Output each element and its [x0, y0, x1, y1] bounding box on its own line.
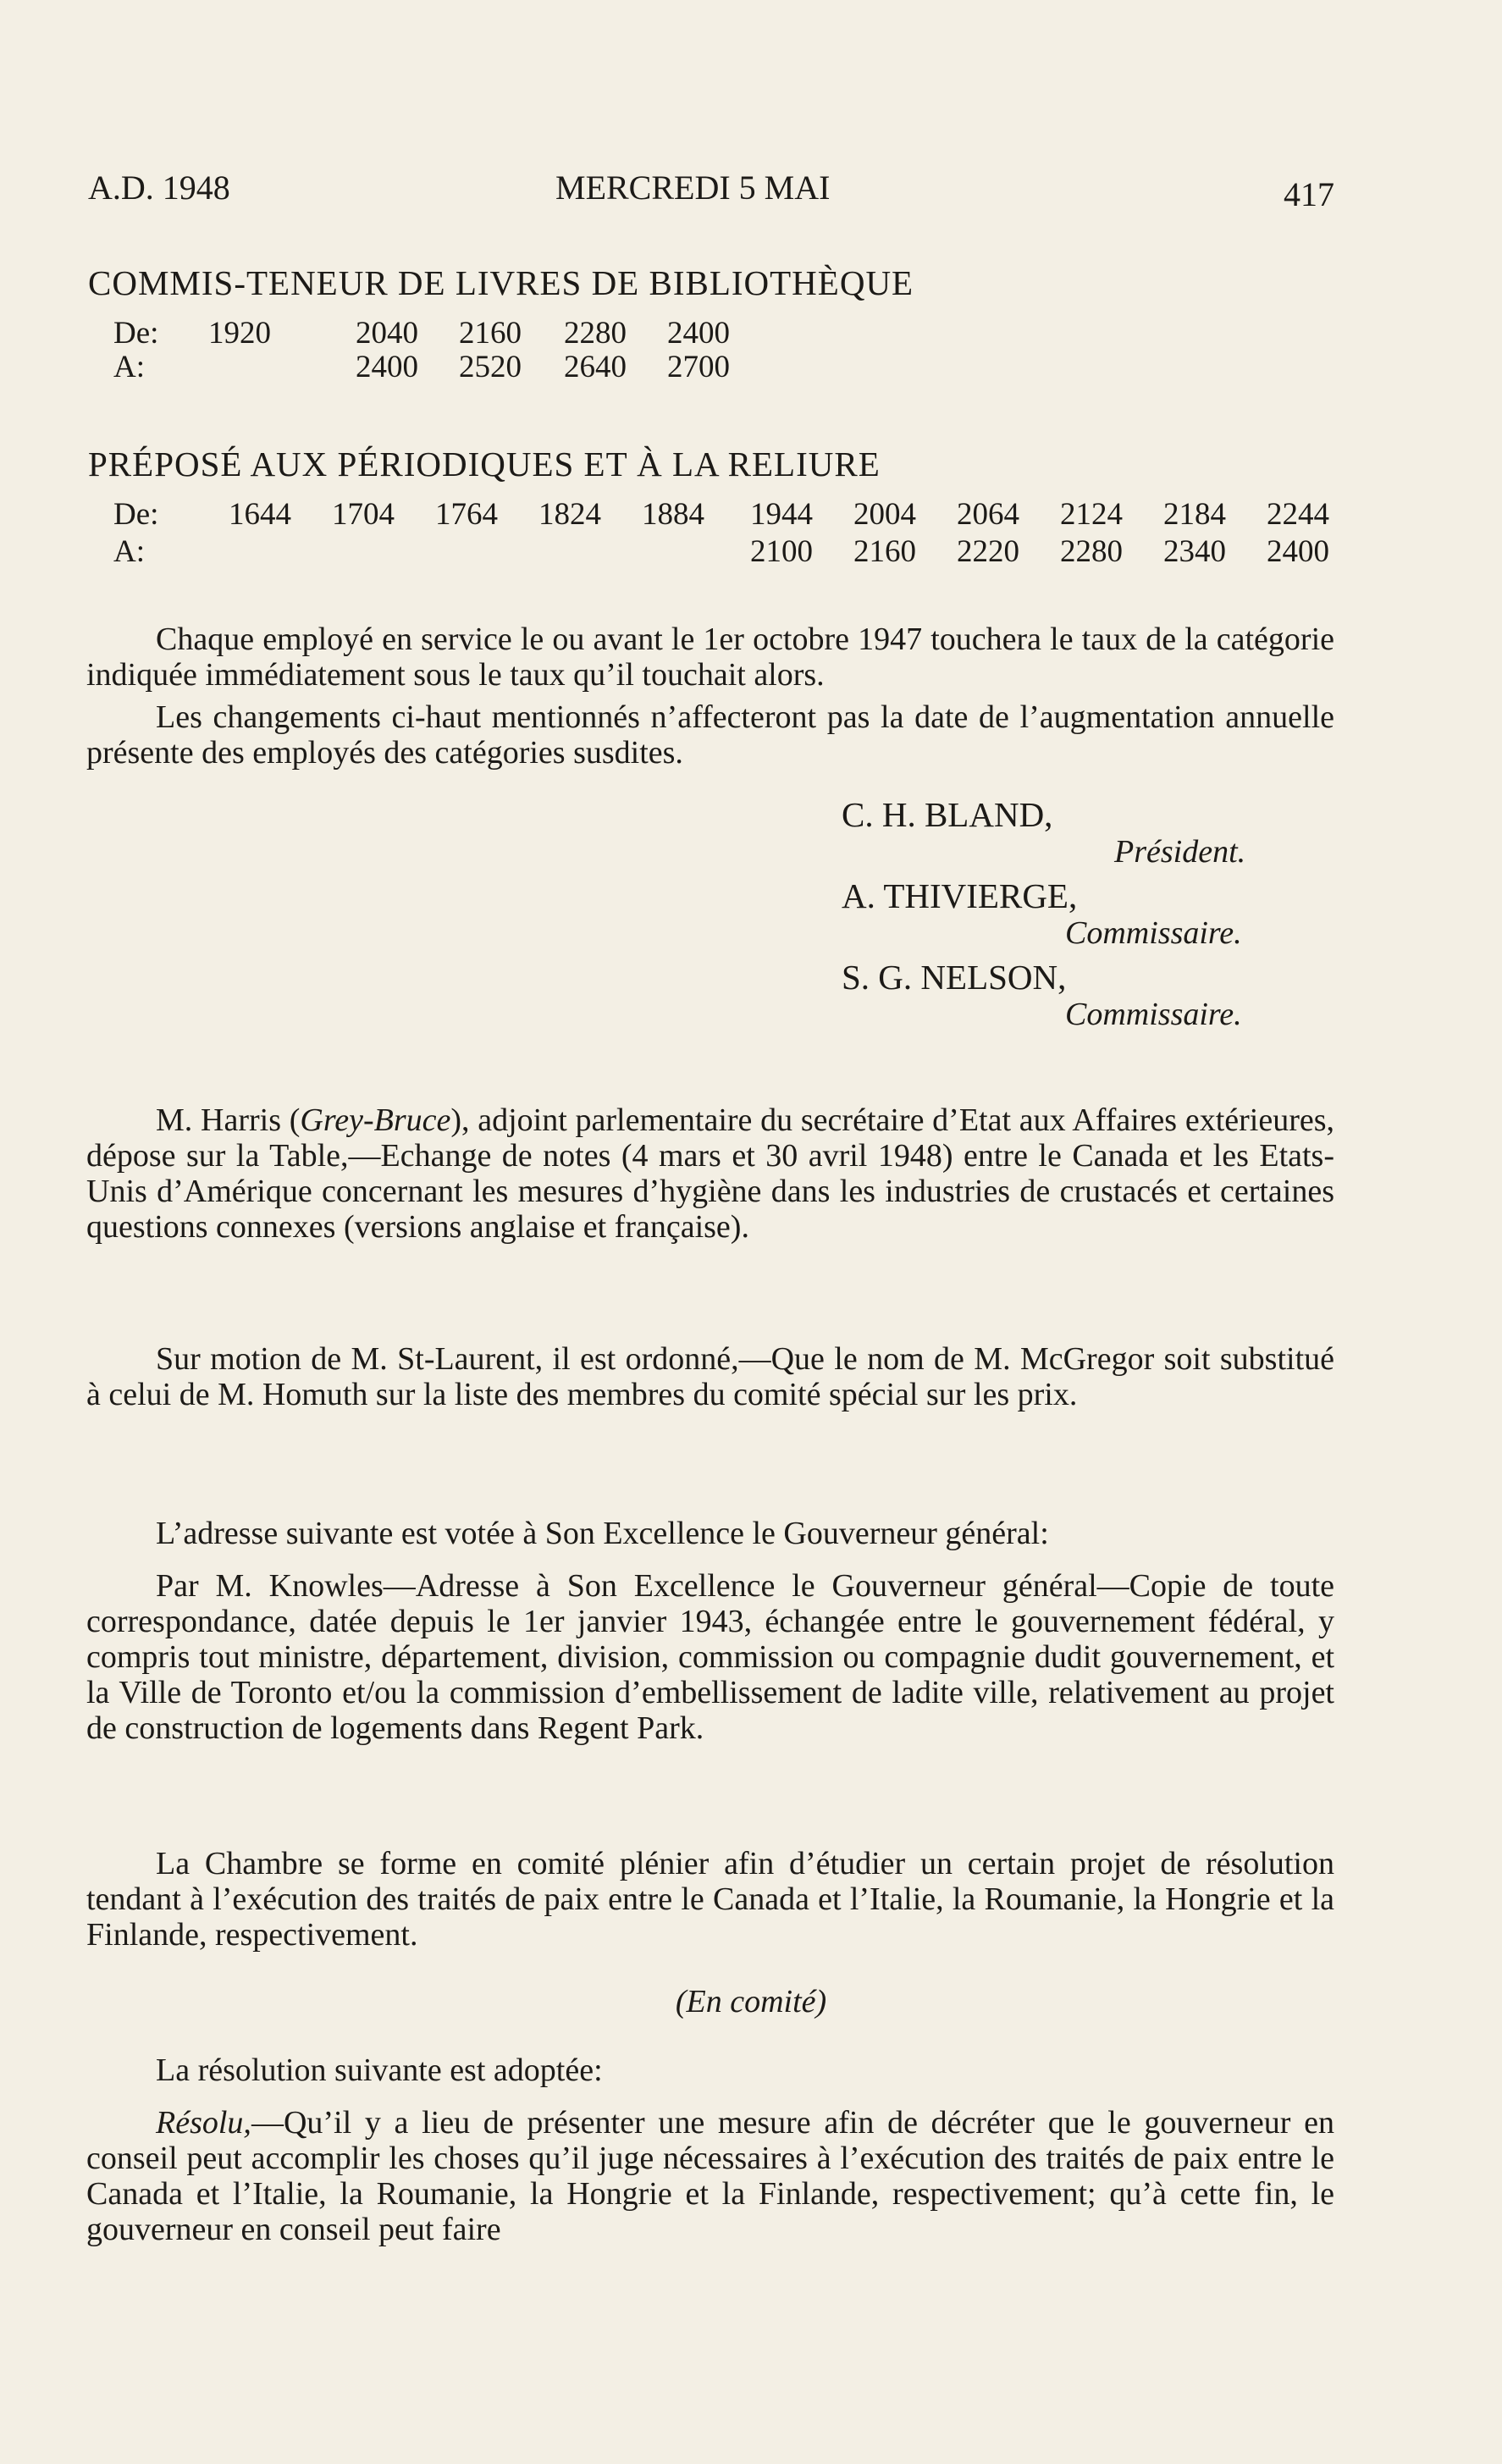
rate-cell: 2700	[667, 350, 730, 384]
signatory-role: Commissaire.	[1065, 997, 1242, 1032]
rate-row-to	[113, 349, 1299, 386]
resolution-text	[86, 2105, 1334, 2247]
rate-cell: 1944	[750, 497, 813, 532]
tabling-lead: M. Harris (	[156, 1102, 301, 1138]
rate-cell: 2280	[1060, 534, 1123, 569]
note-paragraph: Les changements ci-haut mentionnés n’affecteront pas la date de l’augmentation annuelle présente des employés des catégories susdites.	[86, 699, 1334, 771]
rate-cell: 2280	[564, 316, 627, 351]
signatory-name: C. H. BLAND,	[842, 795, 1053, 834]
rate-cell: 2520	[459, 350, 522, 384]
rate-cell: 2184	[1163, 497, 1226, 532]
row-label: A:	[113, 534, 145, 569]
signatory-role: Commissaire.	[1065, 915, 1242, 951]
resolved-label: Résolu,	[156, 2105, 251, 2141]
section-title-periodicals: PRÉPOSÉ AUX PÉRIODIQUES ET À LA RELIURE	[88, 445, 881, 483]
row-label: A:	[113, 350, 145, 384]
rate-cell: 2400	[667, 316, 730, 351]
row-label: De:	[113, 497, 159, 532]
signatory-name: S. G. NELSON,	[842, 958, 1067, 997]
rate-row-from	[113, 315, 1299, 352]
section-title-bookkeeper: COMMIS-TENEUR DE LIVRES DE BIBLIOTHÈQUE	[88, 263, 914, 302]
page-number: 417	[1284, 175, 1334, 213]
rate-row-from	[113, 496, 1383, 533]
rate-cell: 2640	[564, 350, 627, 384]
rate-cell: 2064	[957, 497, 1019, 532]
rate-cell: 2340	[1163, 534, 1226, 569]
resolution-intro: La résolution suivante est adoptée:	[156, 2052, 603, 2088]
row-label: De:	[113, 316, 159, 351]
committee-heading: (En comité)	[675, 1984, 827, 2019]
rate-cell: 1884	[642, 497, 704, 532]
tabling-text: ), adjoint parlementaire du secrétaire d’Etat aux Affaires extérieures, dépose sur la Table,—Echange de notes (4 mars et 30 avril 1948) entre le Canada et les Etats-Unis d’Amérique concernant les mesures d’hygiène dans les industries de crustacés et certaines questions connexes (versions anglaise et française).	[86, 1102, 1335, 1245]
resolved-body: —Qu’il y a lieu de présenter une mesure afin de décréter que le gouverneur en conseil peut accomplir les choses qu’il juge nécessaires à l’exécution des traités de paix entre le Canada et l’Italie, la Roumanie, la Hongrie et la Finlande, respectivement; qu’à cette fin, le gouverneur en conseil peut faire	[86, 2105, 1334, 2247]
rate-cell: 1644	[229, 497, 291, 532]
rate-cell: 2040	[356, 316, 418, 351]
rate-cell: 1764	[435, 497, 498, 532]
rate-cell: 2160	[459, 316, 522, 351]
address-body: Par M. Knowles—Adresse à Son Excellence le Gouverneur général—Copie de toute correspondance, datée depuis le 1er janvier 1943, échangée entre le gouvernement fédéral, y compris tout ministre, département, division, commission ou compagnie dudit gouvernement, et la Ville de Toronto et/ou la commission d’embellissement de ladite ville, relativement au projet de construction de logements dans Regent Park.	[86, 1568, 1334, 1746]
signatory-role: Président.	[1114, 834, 1246, 870]
rate-cell: 1824	[538, 497, 601, 532]
rate-cell: 2400	[356, 350, 418, 384]
rate-cell: 2160	[853, 534, 916, 569]
address-intro: L’adresse suivante est votée à Son Excellence le Gouverneur général:	[156, 1516, 1049, 1551]
rate-cell: 1704	[332, 497, 395, 532]
rate-cell: 1920	[208, 316, 271, 351]
header-date: MERCREDI 5 MAI	[555, 169, 831, 207]
rate-row-to	[113, 533, 1383, 571]
riding-name: Grey-Bruce	[300, 1102, 451, 1138]
rate-cell: 2100	[750, 534, 813, 569]
committee-paragraph: La Chambre se forme en comité plénier afin d’étudier un certain projet de résolution tendant à l’exécution des traités de paix entre le Canada et l’Italie, la Roumanie, la Hongrie et la Finlande, respectivement.	[86, 1846, 1334, 1953]
rate-cell: 2220	[957, 534, 1019, 569]
rate-cell: 2004	[853, 497, 916, 532]
tabling-paragraph	[86, 1102, 1334, 1245]
motion-paragraph: Sur motion de M. St-Laurent, il est ordonné,—Que le nom de M. McGregor soit substitué à celui de M. Homuth sur la liste des membres du comité spécial sur les prix.	[86, 1341, 1334, 1412]
header-year: A.D. 1948	[88, 169, 230, 207]
rate-cell: 2400	[1267, 534, 1329, 569]
signatory-name: A. THIVIERGE,	[842, 876, 1078, 915]
note-paragraph: Chaque employé en service le ou avant le 1er octobre 1947 touchera le taux de la catégorie indiquée immédiatement sous le taux qu’il touchait alors.	[86, 622, 1334, 693]
rate-cell: 2124	[1060, 497, 1123, 532]
rate-cell: 2244	[1267, 497, 1329, 532]
